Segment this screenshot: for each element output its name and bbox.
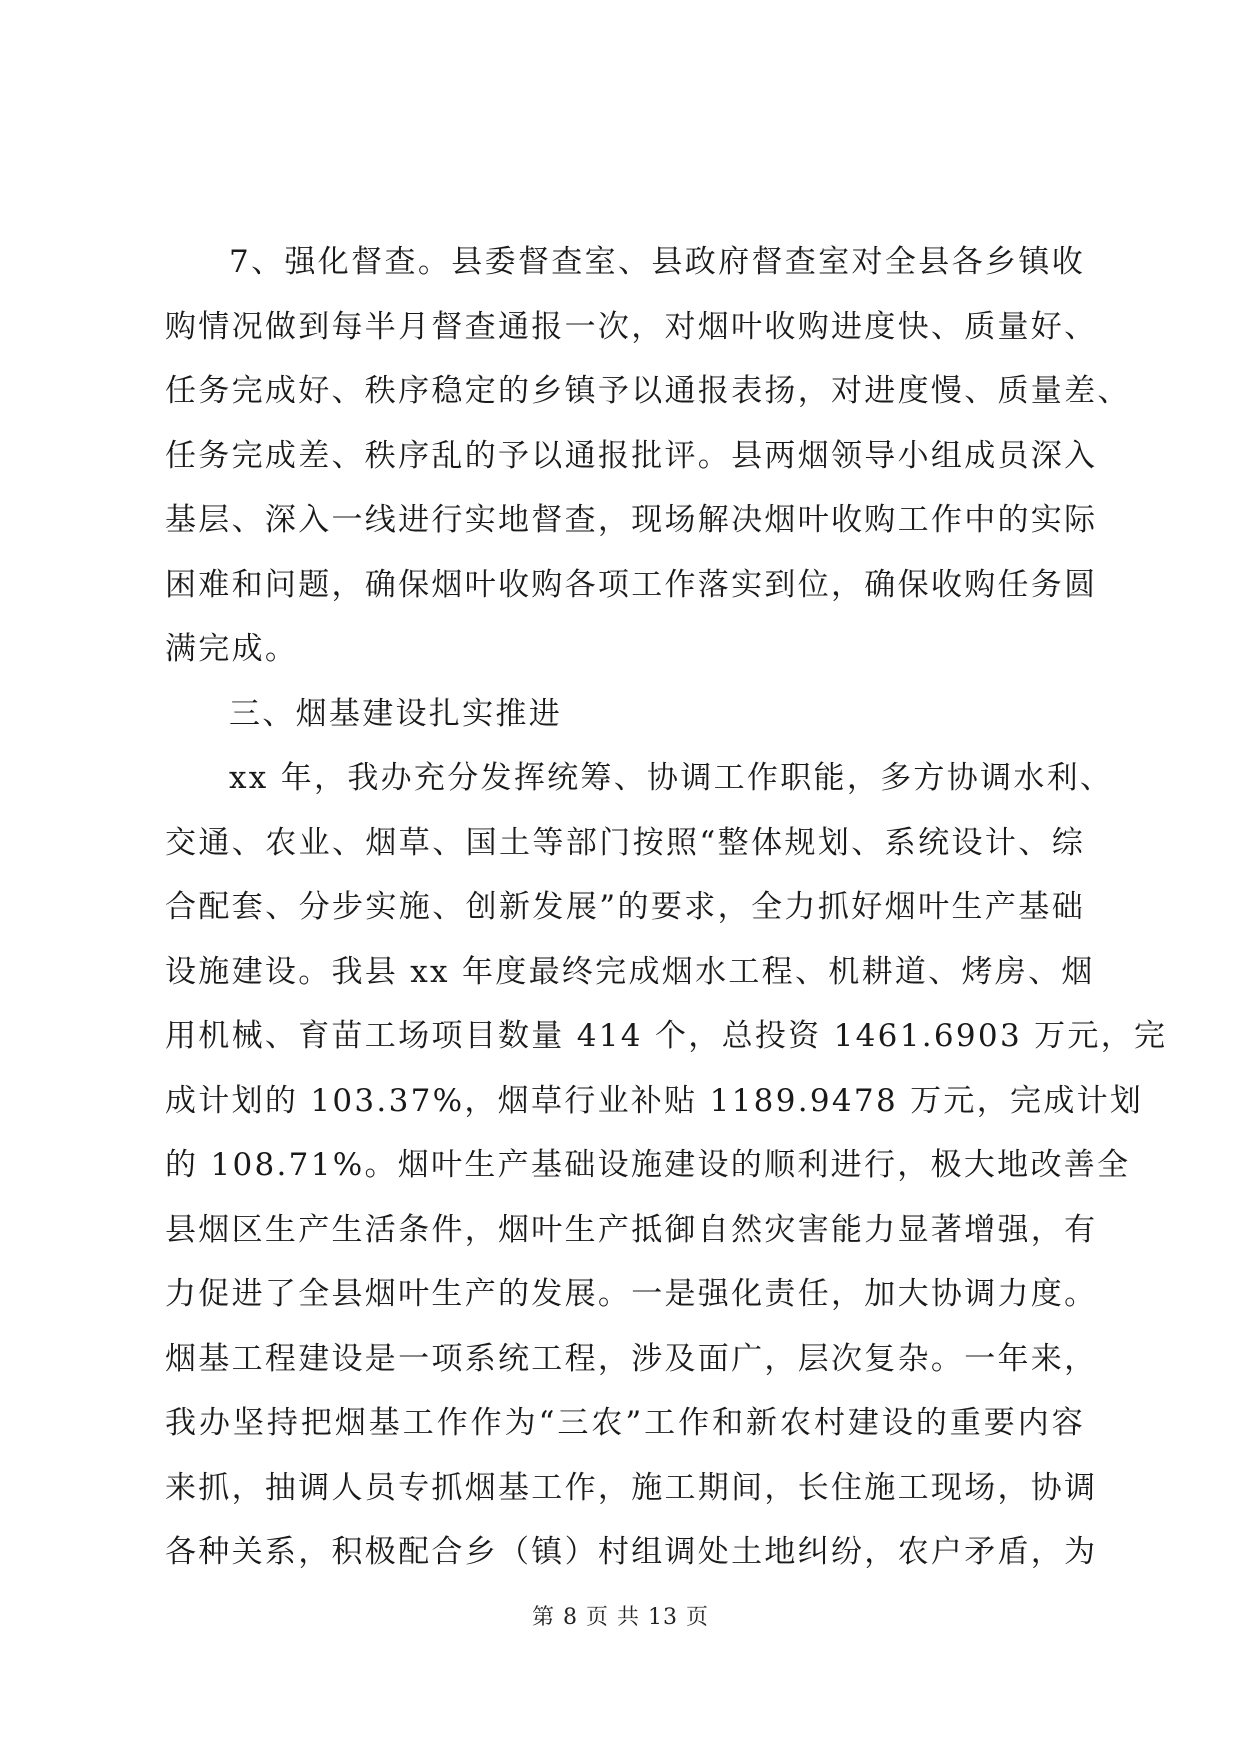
section-heading: 三、烟基建设扎实推进 bbox=[229, 695, 562, 732]
text-line: 任务完成好、秩序稳定的乡镇予以通报表扬，对进度慢、质量差、 bbox=[165, 373, 1131, 409]
text-line: 我办坚持把烟基工作作为“三农”工作和新农村建设的重要内容 bbox=[165, 1405, 1085, 1441]
page-number-footer: 第 8 页 共 13 页 bbox=[532, 1605, 709, 1630]
text-line: 任务完成差、秩序乱的予以通报批评。县两烟领导小组成员深入 bbox=[165, 437, 1098, 474]
text-line: 用机械、育苗工场项目数量 414 个，总投资 1461.6903 万元，完 bbox=[165, 1018, 1168, 1054]
text-line: xx 年，我办充分发挥统筹、协调工作职能，多方协调水利、 bbox=[229, 760, 1114, 796]
body-text bbox=[165, 230, 1168, 1585]
text-line: 来抓，抽调人员专抓烟基工作，施工期间，长住施工现场，协调 bbox=[165, 1469, 1098, 1506]
text-line: 成计划的 103.37%，烟草行业补贴 1189.9478 万元，完成计划 bbox=[165, 1082, 1144, 1119]
text-line: 县烟区生产生活条件，烟叶生产抵御自然灾害能力显著增强，有 bbox=[165, 1211, 1098, 1248]
text-line: 购情况做到每半月督查通报一次，对烟叶收购进度快、质量好、 bbox=[165, 308, 1098, 345]
text-line: 各种关系，积极配合乡（镇）村组调处土地纠纷，农户矛盾，为 bbox=[165, 1534, 1098, 1570]
text-line: 设施建设。我县 xx 年度最终完成烟水工程、机耕道、烤房、烟 bbox=[165, 953, 1095, 990]
text-line: 力促进了全县烟叶生产的发展。一是强化责任，加大协调力度。 bbox=[165, 1276, 1098, 1312]
text-line: 合配套、分步实施、创新发展”的要求，全力抓好烟叶生产基础 bbox=[165, 889, 1085, 925]
text-line: 7、强化督查。县委督查室、县政府督查室对全县各乡镇收 bbox=[229, 244, 1085, 280]
text-line: 交通、农业、烟草、国土等部门按照“整体规划、系统设计、综 bbox=[165, 824, 1085, 861]
text-line: 的 108.71%。烟叶生产基础设施建设的顺利进行，极大地改善全 bbox=[165, 1147, 1131, 1183]
text-line: 烟基工程建设是一项系统工程，涉及面广，层次复杂。一年来， bbox=[165, 1340, 1098, 1377]
text-line: 基层、深入一线进行实地督查，现场解决烟叶收购工作中的实际 bbox=[165, 502, 1098, 538]
text-line: 困难和问题，确保烟叶收购各项工作落实到位，确保收购任务圆 bbox=[165, 566, 1098, 603]
text-line: 满完成。 bbox=[165, 631, 299, 667]
